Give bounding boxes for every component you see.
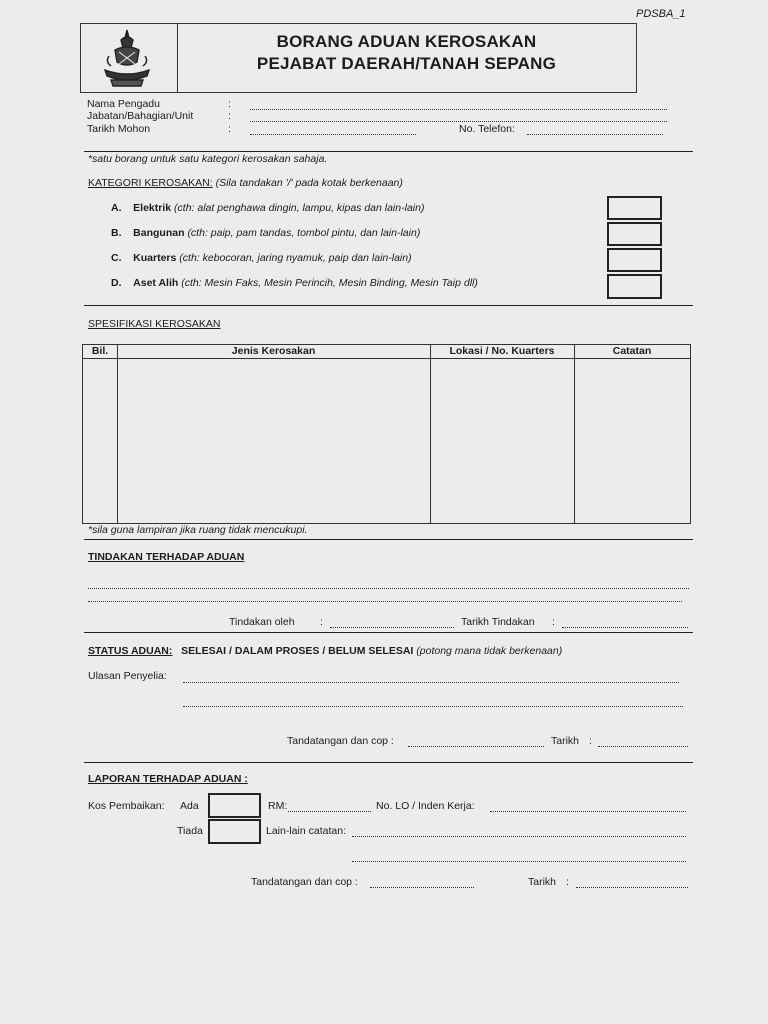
note-one-category: *satu borang untuk satu kategori kerosakan sahaja.: [88, 153, 328, 165]
action-by-label: Tindakan oleh: [229, 616, 295, 628]
status-sign-field[interactable]: [408, 746, 544, 747]
divider: [84, 632, 693, 633]
action-date-field[interactable]: [562, 627, 688, 628]
spec-heading: SPESIFIKASI KEROSAKAN: [88, 318, 221, 330]
category-item-c: C. Kuarters (cth: kebocoran, jaring nyamuk, paip dan lain-lain): [111, 252, 412, 264]
checkbox-elektrik[interactable]: [607, 196, 662, 220]
checkbox-ada[interactable]: [208, 793, 261, 818]
action-date-label: Tarikh Tindakan: [461, 616, 535, 628]
other-label: Lain-lain catatan:: [266, 825, 346, 837]
col-lokasi: Lokasi / No. Kuarters: [449, 345, 555, 357]
status-heading: STATUS ADUAN:: [88, 645, 173, 657]
checkbox-kuarters[interactable]: [607, 248, 662, 272]
status-date-colon: :: [589, 735, 592, 747]
supervisor-label: Ulasan Penyelia:: [88, 670, 167, 682]
report-date-label: Tarikh: [528, 876, 557, 888]
logo-cell: [81, 24, 178, 92]
divider: [84, 762, 693, 763]
rm-field[interactable]: [288, 811, 371, 812]
report-date-colon: :: [566, 876, 569, 888]
divider: [84, 151, 693, 152]
date-colon: :: [228, 123, 231, 135]
report-heading: LAPORAN TERHADAP ADUAN :: [88, 773, 248, 785]
jenis-cell[interactable]: [117, 359, 430, 523]
date-label: Tarikh Mohon: [87, 123, 151, 135]
action-by-field[interactable]: [330, 627, 454, 628]
col-catatan: Catatan: [612, 345, 652, 357]
action-date-colon: :: [552, 616, 555, 628]
report-sign-label: Tandatangan dan cop :: [251, 876, 358, 888]
lo-field[interactable]: [490, 811, 686, 812]
checkbox-tiada[interactable]: [208, 819, 261, 844]
form-header: [80, 23, 637, 93]
tiada-label: Tiada: [177, 825, 203, 837]
status-options[interactable]: SELESAI / DALAM PROSES / BELUM SELESAI: [181, 645, 414, 657]
report-sign-field[interactable]: [370, 887, 474, 888]
spec-table: [82, 344, 691, 524]
supervisor-line-2[interactable]: [183, 706, 683, 707]
divider: [84, 305, 693, 306]
status-date-label: Tarikh: [551, 735, 580, 747]
lo-label: No. LO / Inden Kerja:: [376, 800, 475, 812]
report-date-field[interactable]: [576, 887, 688, 888]
action-line-2[interactable]: [88, 601, 682, 602]
form-code: PDSBA_1: [636, 8, 686, 20]
form-title-line2: PEJABAT DAERAH/TANAH SEPANG: [256, 54, 557, 73]
category-heading: KATEGORI KEROSAKAN:: [88, 177, 213, 189]
divider: [84, 539, 693, 540]
form-title-line1: BORANG ADUAN KEROSAKAN: [276, 32, 537, 51]
category-item-a: A. Elektrik (cth: alat penghawa dingin, lampu, kipas dan lain-lain): [111, 202, 425, 214]
category-item-d: D. Aset Alih (cth: Mesin Faks, Mesin Perincih, Mesin Binding, Mesin Taip dll): [111, 277, 478, 289]
status-note: (potong mana tidak berkenaan): [416, 645, 563, 657]
checkbox-bangunan[interactable]: [607, 222, 662, 246]
date-field[interactable]: [250, 134, 416, 135]
phone-label: No. Telefon:: [459, 123, 515, 135]
dept-label: Jabatan/Bahagian/Unit: [87, 110, 194, 122]
cost-label: Kos Pembaikan:: [88, 800, 165, 812]
category-item-b: B. Bangunan (cth: paip, pam tandas, tombol pintu, dan lain-lain): [111, 227, 421, 239]
supervisor-line-1[interactable]: [183, 682, 679, 683]
status-sign-label: Tandatangan dan cop :: [287, 735, 394, 747]
dept-colon: :: [228, 110, 231, 122]
checkbox-aset-alih[interactable]: [607, 274, 662, 299]
name-field[interactable]: [250, 109, 667, 110]
selangor-crest-logo: [95, 26, 159, 90]
spec-note: *sila guna lampiran jika ruang tidak mencukupi.: [88, 524, 308, 536]
col-jenis: Jenis Kerosakan: [231, 345, 316, 357]
status-date-field[interactable]: [598, 746, 688, 747]
action-heading: TINDAKAN TERHADAP ADUAN: [88, 551, 245, 563]
dept-field[interactable]: [250, 121, 667, 122]
category-instruction: (Sila tandakan '/' pada kotak berkenaan): [215, 177, 403, 189]
other-line-2[interactable]: [352, 861, 686, 862]
phone-field[interactable]: [527, 134, 663, 135]
action-by-colon: :: [320, 616, 323, 628]
name-colon: :: [228, 98, 231, 110]
action-line-1[interactable]: [88, 588, 689, 589]
other-line-1[interactable]: [352, 836, 686, 837]
catatan-cell[interactable]: [574, 359, 690, 523]
status-row: [88, 645, 562, 657]
col-bil: Bil.: [91, 345, 109, 357]
name-label: Nama Pengadu: [87, 98, 160, 110]
category-heading-row: [88, 177, 403, 189]
ada-label: Ada: [180, 800, 199, 812]
lokasi-cell[interactable]: [430, 359, 574, 523]
rm-label: RM:: [268, 800, 288, 812]
